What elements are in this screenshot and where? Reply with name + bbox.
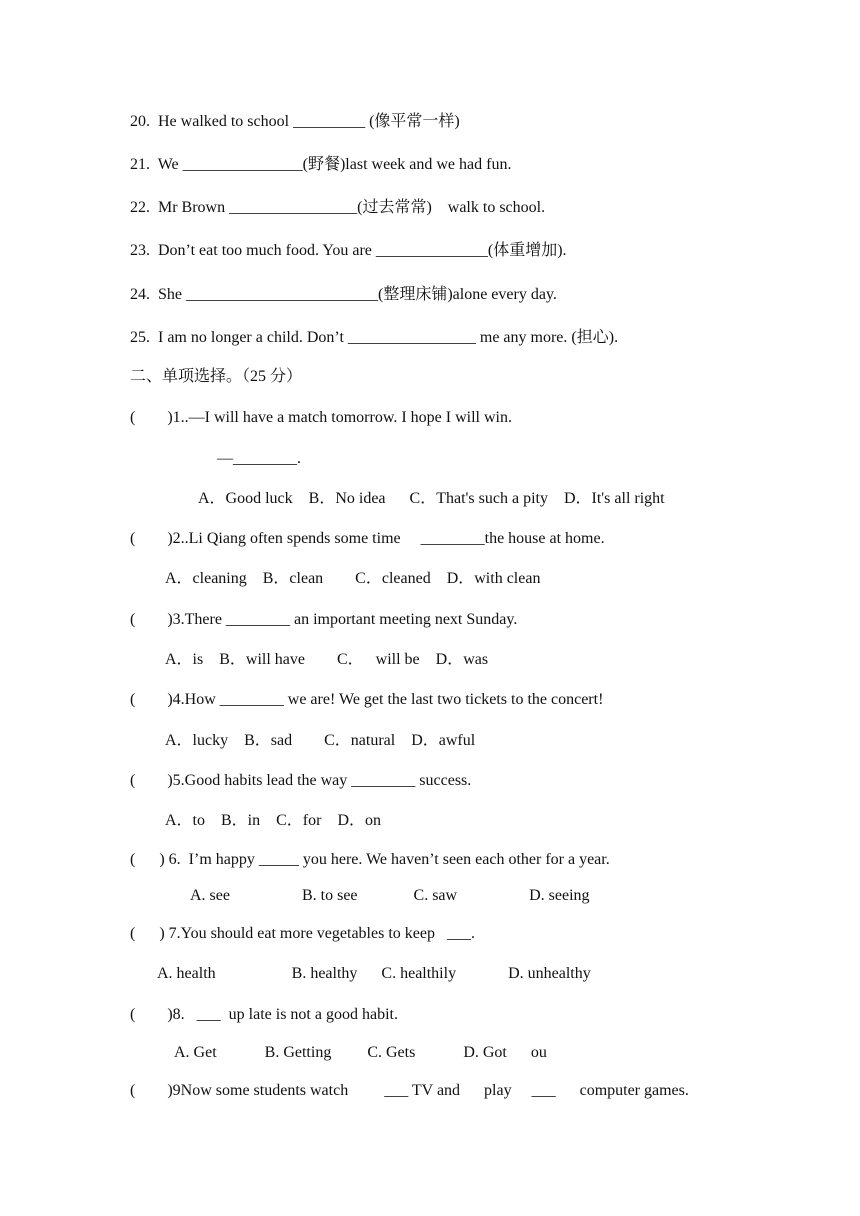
question-2-stem: ( )2..Li Qiang often spends some time ________the house at home. (130, 530, 605, 547)
fill-in-item-24: 24. She ________________________(整理床铺)alone every day. (130, 286, 557, 303)
question-1-extra: —________. (217, 450, 301, 467)
question-5-options: A．to B．in C．for D．on (165, 812, 382, 829)
fill-in-item-25: 25. I am no longer a child. Don’t ________________ me any more. (担心). (130, 329, 619, 346)
question-4-stem: ( )4.How ________ we are! We get the last two tickets to the concert! (130, 691, 604, 708)
question-8-stem: ( )8. ___ up late is not a good habit. (130, 1006, 398, 1023)
question-1-stem: ( )1..—I will have a match tomorrow. I hope I will win. (130, 409, 512, 426)
fill-in-item-20: 20. He walked to school _________ (像平常一样) (130, 113, 460, 130)
question-6-options: A. see B. to see C. saw D. seeing (190, 887, 590, 904)
question-3-options: A．is B．will have C． will be D．was (165, 651, 489, 668)
fill-in-item-23: 23. Don’t eat too much food. You are ______________(体重增加). (130, 242, 567, 259)
question-4-options: A．lucky B．sad C．natural D．awful (165, 732, 476, 749)
question-5-stem: ( )5.Good habits lead the way ________ success. (130, 772, 472, 789)
fill-in-item-21: 21. We _______________(野餐)last week and we had fun. (130, 156, 512, 173)
question-7-stem: ( ) 7.You should eat more vegetables to keep ___. (130, 925, 475, 942)
question-8-options: A. Get B. Getting C. Gets D. Got ou (174, 1044, 547, 1061)
question-2-options: A．cleaning B．clean C．cleaned D．with clean (165, 570, 541, 587)
question-1-options: A．Good luck B．No idea C．That's such a pity D．It's all right (198, 490, 665, 507)
section-title: 二、单项选择。（25 分） (130, 368, 303, 385)
fill-in-item-22: 22. Mr Brown ________________(过去常常) walk to school. (130, 199, 546, 216)
question-6-stem: ( ) 6. I’m happy _____ you here. We haven’t seen each other for a year. (130, 851, 610, 868)
question-3-stem: ( )3.There ________ an important meeting next Sunday. (130, 611, 518, 628)
question-7-options: A. health B. healthy C. healthily D. unhealthy (157, 965, 591, 982)
question-9-stem: ( )9Now some students watch ___ TV and play ___ computer games. (130, 1082, 689, 1099)
